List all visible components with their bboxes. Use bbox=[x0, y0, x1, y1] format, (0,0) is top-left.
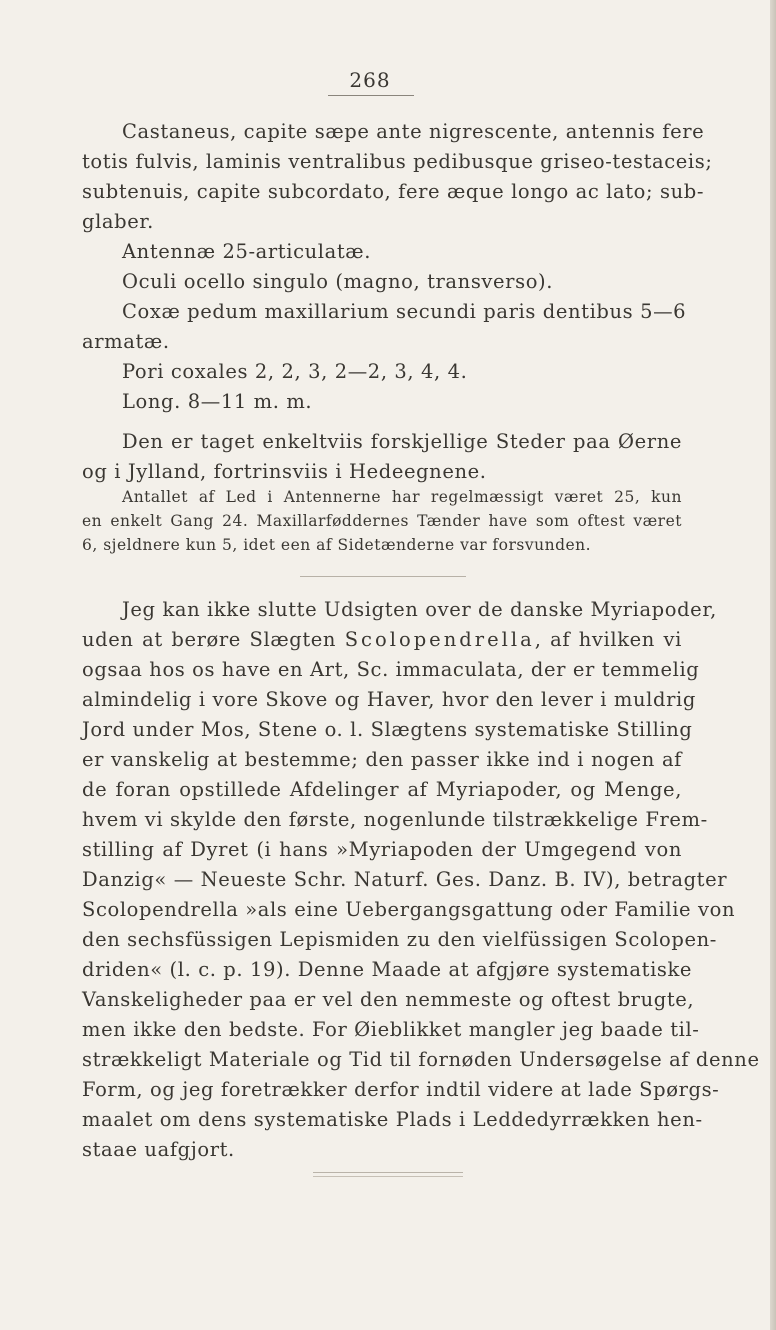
note-line: en enkelt Gang 24. Maxillarføddernes Tænder have som oftest været bbox=[82, 512, 682, 530]
paragraph-line: Jord under Mos, Stene o. l. Slægtens systematiske Stilling bbox=[82, 718, 693, 741]
description-line: Coxæ pedum maxillarium secundi paris dentibus 5—6 bbox=[122, 300, 687, 323]
description-line: totis fulvis, laminis ventralibus pedibusque griseo-testaceis; bbox=[82, 150, 713, 173]
paragraph-fragment: uden at berøre Slægten bbox=[82, 628, 337, 651]
paragraph-line: ogsaa hos os have en Art, Sc. immaculata, der er temmelig bbox=[82, 658, 700, 681]
paragraph-line: den sechsfüssigen Lepismiden zu den vielfüssigen Scolopen- bbox=[82, 928, 717, 951]
paragraph-line bbox=[82, 626, 682, 654]
paragraph-line: almindelig i vore Skove og Haver, hvor den lever i muldrig bbox=[82, 688, 696, 711]
genus-name-spaced: Scolopendrella bbox=[344, 628, 535, 651]
page-number-rule bbox=[328, 95, 414, 96]
paragraph-line: er vanskelig at bestemme; den passer ikke ind i nogen af bbox=[82, 748, 682, 771]
page-edge-shadow bbox=[770, 0, 776, 1330]
paragraph-line: hvem vi skylde den første, nogenlunde tilstrækkelige Frem- bbox=[82, 808, 708, 831]
paragraph-line: strækkeligt Materiale og Tid til fornøden Undersøgelse af denne bbox=[82, 1048, 760, 1071]
paragraph-line: staae uafgjort. bbox=[82, 1138, 235, 1161]
description-line: subtenuis, capite subcordato, fere æque longo ac lato; sub- bbox=[82, 180, 705, 203]
paragraph-line: driden« (l. c. p. 19). Denne Maade at afgjøre systematiske bbox=[82, 958, 693, 981]
description-line: armatæ. bbox=[82, 330, 170, 353]
paragraph-line: Scolopendrella »als eine Uebergangsgattung oder Familie von bbox=[82, 898, 736, 921]
note-line: 6, sjeldnere kun 5, idet een af Sidetænderne var forsvunden. bbox=[82, 536, 592, 554]
description-line: Long. 8—11 m. m. bbox=[122, 390, 313, 413]
description-line: Castaneus, capite sæpe ante nigrescente, antennis fere bbox=[122, 120, 705, 143]
paragraph-line: Form, og jeg foretrækker derfor indtil videre at lade Spørgs- bbox=[82, 1078, 720, 1101]
description-line: Antennæ 25-articulatæ. bbox=[122, 240, 371, 263]
note-line: Antallet af Led i Antennerne har regelmæssigt været 25, kun bbox=[122, 488, 682, 506]
paragraph-line: Vanskeligheder paa er vel den nemmeste og oftest brugte, bbox=[82, 988, 695, 1011]
paragraph-line: men ikke den bedste. For Øieblikket mangler jeg baade til- bbox=[82, 1018, 700, 1041]
description-line: Oculi ocello singulo (magno, transverso). bbox=[122, 270, 554, 293]
end-rule-bottom bbox=[313, 1176, 463, 1177]
section-divider bbox=[300, 576, 466, 577]
paragraph-line: de foran opstillede Afdelinger af Myriapoder, og Menge, bbox=[82, 778, 682, 801]
paragraph-line: Jeg kan ikke slutte Udsigten over de danske Myriapoder, bbox=[122, 598, 717, 621]
paragraph-line: stilling af Dyret (i hans »Myriapoden der Umgegend von bbox=[82, 838, 682, 861]
locality-line: og i Jylland, fortrinsviis i Hedeegnene. bbox=[82, 460, 487, 483]
page-number: 268 bbox=[349, 68, 391, 92]
paragraph-line: maalet om dens systematiske Plads i Leddedyrrækken hen- bbox=[82, 1108, 703, 1131]
paragraph-line: Danzig« — Neueste Schr. Naturf. Ges. Danz. B. IV), betragter bbox=[82, 868, 728, 891]
description-line: glaber. bbox=[82, 210, 154, 233]
description-line: Pori coxales 2, 2, 3, 2—2, 3, 4, 4. bbox=[122, 360, 468, 383]
locality-line: Den er taget enkeltviis forskjellige Steder paa Øerne bbox=[122, 430, 682, 453]
paragraph-fragment: , af hvilken vi bbox=[534, 628, 682, 651]
end-rule-top bbox=[313, 1172, 463, 1173]
